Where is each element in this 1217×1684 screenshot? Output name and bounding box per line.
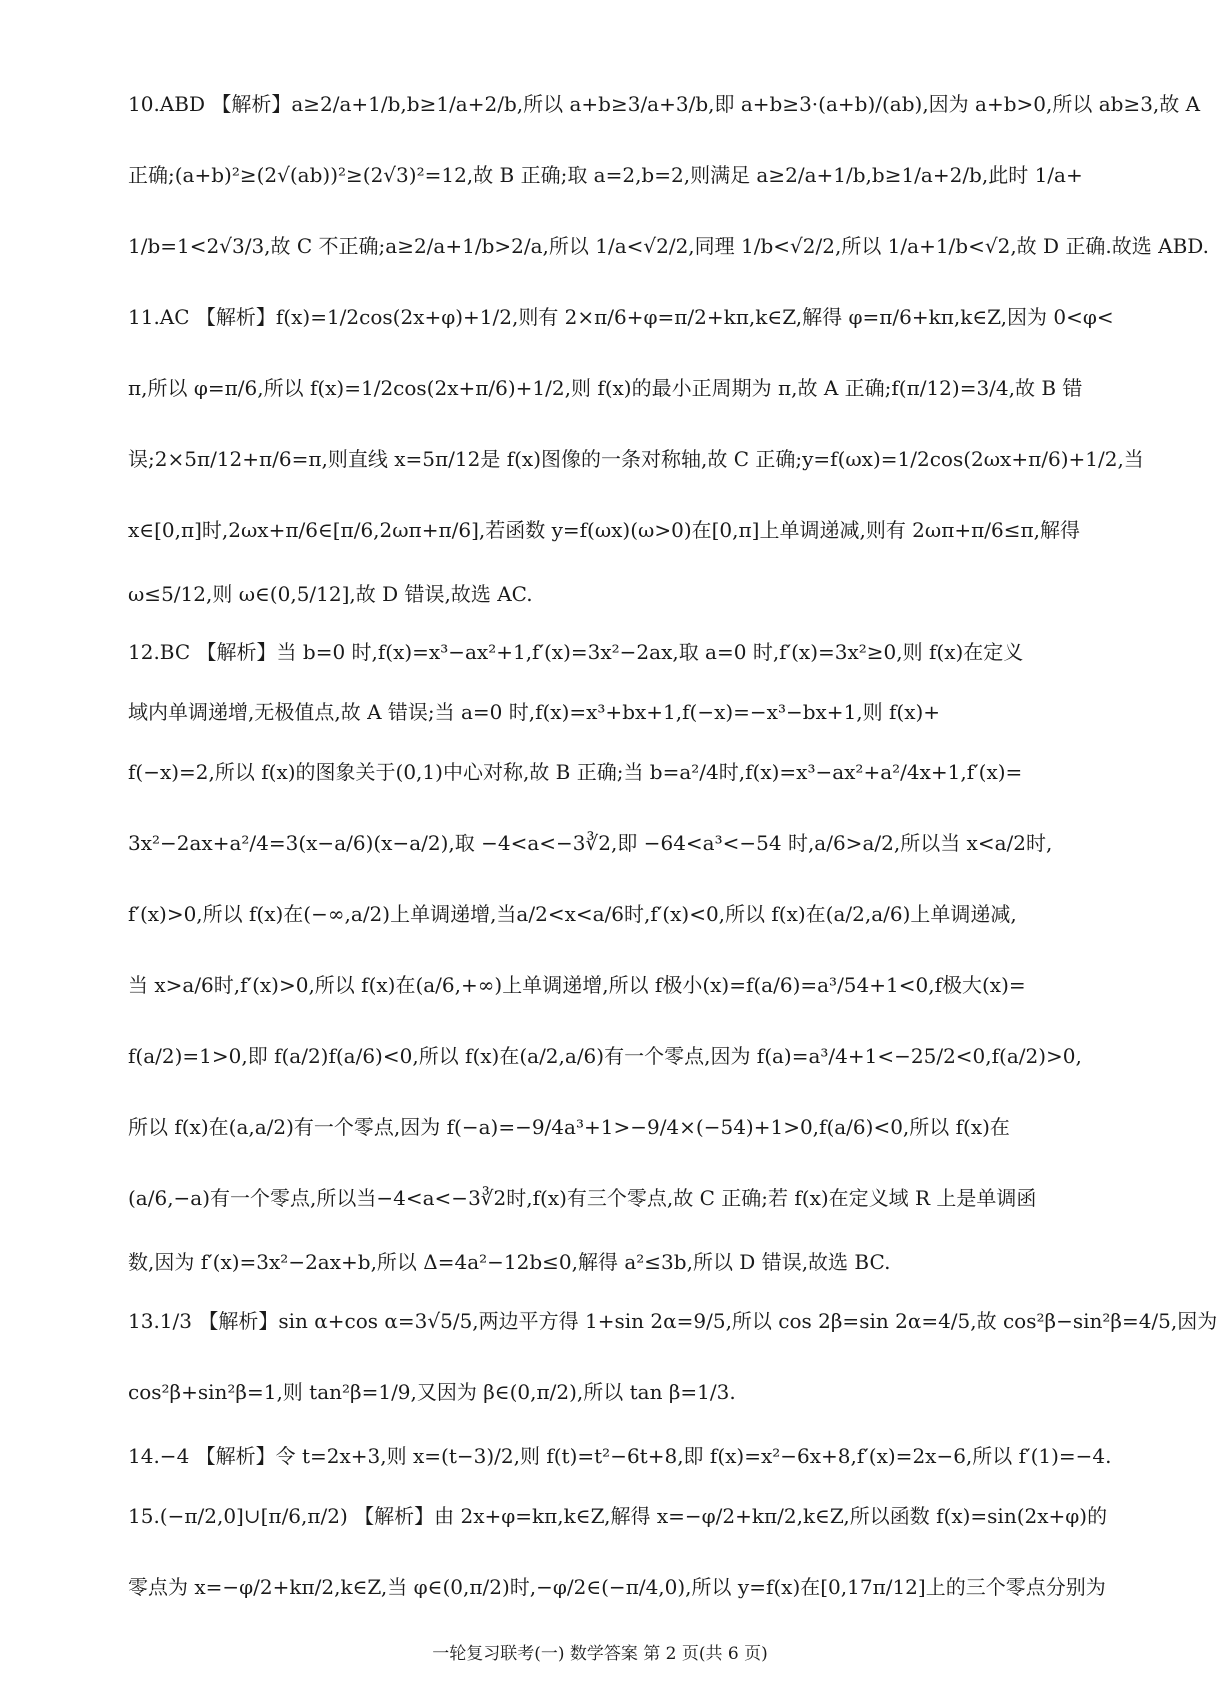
- solution-line: 15.(−π/2,0]∪[π/6,π/2) 【解析】由 2x+φ=kπ,k∈Z,解得 x=−φ/2+kπ/2,k∈Z,所以函数 f(x)=sin(2x+φ)的: [128, 1504, 1108, 1528]
- solution-line: (a/6,−a)有一个零点,所以当−4<a<−3∛2时,f(x)有三个零点,故 C 正确;若 f(x)在定义域 R 上是单调函: [128, 1186, 1037, 1210]
- solution-line: f′(x)>0,所以 f(x)在(−∞,a/2)上单调递增,当a/2<x<a/6时,f′(x)<0,所以 f(x)在(a/2,a/6)上单调递减,: [128, 902, 1017, 926]
- solution-line: 11.AC 【解析】f(x)=1/2cos(2x+φ)+1/2,则有 2×π/6+φ=π/2+kπ,k∈Z,解得 φ=π/6+kπ,k∈Z,因为 0<φ<: [128, 305, 1114, 329]
- solution-line: 1/b=1<2√3/3,故 C 不正确;a≥2/a+1/b>2/a,所以 1/a<√2/2,同理 1/b<√2/2,所以 1/a+1/b<√2,故 D 正确.故选 ABD.: [128, 234, 1209, 258]
- solution-line: 3x²−2ax+a²/4=3(x−a/6)(x−a/2),取 −4<a<−3∛2,即 −64<a³<−54 时,a/6>a/2,所以当 x<a/2时,: [128, 831, 1053, 855]
- solution-line: 14.−4 【解析】令 t=2x+3,则 x=(t−3)/2,则 f(t)=t²−6t+8,即 f(x)=x²−6x+8,f′(x)=2x−6,所以 f′(1)=−4.: [128, 1444, 1112, 1468]
- solution-line: 当 x>a/6时,f′(x)>0,所以 f(x)在(a/6,+∞)上单调递增,所以 f极小(x)=f(a/6)=a³/54+1<0,f极大(x)=: [128, 973, 1026, 997]
- solution-line: 正确;(a+b)²≥(2√(ab))²≥(2√3)²=12,故 B 正确;取 a=2,b=2,则满足 a≥2/a+1/b,b≥1/a+2/b,此时 1/a+: [128, 163, 1083, 187]
- solution-line: 数,因为 f′(x)=3x²−2ax+b,所以 Δ=4a²−12b≤0,解得 a²≤3b,所以 D 错误,故选 BC.: [128, 1250, 891, 1274]
- solution-line: 13.1/3 【解析】sin α+cos α=3√5/5,两边平方得 1+sin 2α=9/5,所以 cos 2β=sin 2α=4/5,故 cos²β−sin²β=4/5,因为: [128, 1309, 1217, 1333]
- solution-line: 所以 f(x)在(a,a/2)有一个零点,因为 f(−a)=−9/4a³+1>−9/4×(−54)+1>0,f(a/6)<0,所以 f(x)在: [128, 1115, 1010, 1139]
- solution-line: 10.ABD 【解析】a≥2/a+1/b,b≥1/a+2/b,所以 a+b≥3/a+3/b,即 a+b≥3·(a+b)/(ab),因为 a+b>0,所以 ab≥3,故 A: [128, 92, 1201, 116]
- solution-line: 误;2×5π/12+π/6=π,则直线 x=5π/12是 f(x)图像的一条对称轴,故 C 正确;y=f(ωx)=1/2cos(2ωx+π/6)+1/2,当: [128, 447, 1144, 471]
- solution-line: 域内单调递增,无极值点,故 A 错误;当 a=0 时,f(x)=x³+bx+1,f(−x)=−x³−bx+1,则 f(x)+: [128, 700, 941, 724]
- solution-line: x∈[0,π]时,2ωx+π/6∈[π/6,2ωπ+π/6],若函数 y=f(ωx)(ω>0)在[0,π]上单调递减,则有 2ωπ+π/6≤π,解得: [128, 518, 1080, 542]
- solution-line: f(−x)=2,所以 f(x)的图象关于(0,1)中心对称,故 B 正确;当 b=a²/4时,f(x)=x³−ax²+a²/4x+1,f′(x)=: [128, 760, 1023, 784]
- solution-line: 零点为 x=−φ/2+kπ/2,k∈Z,当 φ∈(0,π/2)时,−φ/2∈(−π/4,0),所以 y=f(x)在[0,17π/12]上的三个零点分别为: [128, 1575, 1106, 1599]
- solution-line: f(a/2)=1>0,即 f(a/2)f(a/6)<0,所以 f(x)在(a/2,a/6)有一个零点,因为 f(a)=a³/4+1<−25/2<0,f(a/2)>0,: [128, 1044, 1082, 1068]
- solution-line: ω≤5/12,则 ω∈(0,5/12],故 D 错误,故选 AC.: [128, 582, 533, 606]
- page-footer: 一轮复习联考(一) 数学答案 第 2 页(共 6 页): [432, 1644, 768, 1664]
- solution-line: 12.BC 【解析】当 b=0 时,f(x)=x³−ax²+1,f′(x)=3x²−2ax,取 a=0 时,f′(x)=3x²≥0,则 f(x)在定义: [128, 640, 1024, 664]
- solution-line: cos²β+sin²β=1,则 tan²β=1/9,又因为 β∈(0,π/2),所以 tan β=1/3.: [128, 1380, 736, 1404]
- solution-line: π,所以 φ=π/6,所以 f(x)=1/2cos(2x+π/6)+1/2,则 f(x)的最小正周期为 π,故 A 正确;f(π/12)=3/4,故 B 错: [128, 376, 1083, 400]
